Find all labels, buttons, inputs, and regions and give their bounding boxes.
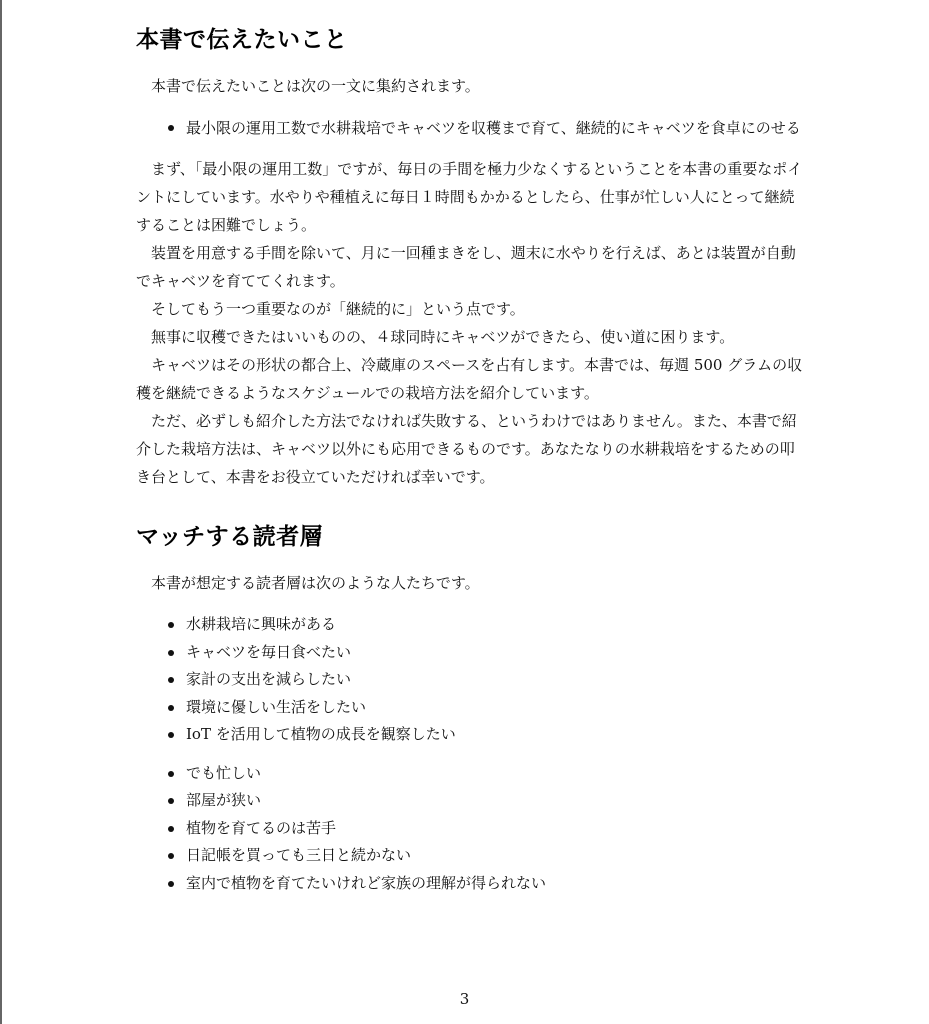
- list-item-text: IoT を活用して植物の成長を観察したい: [186, 725, 456, 743]
- bullet-icon: [168, 771, 174, 777]
- body-paragraph: まず、「最小限の運用工数」ですが、毎日の手間を極力少なくするということを本書の重要なポイントにしています。水やりや種植えに毎日１時間もかかるとしたら、仕事が忙しい人にとって継続することは困難でしょう。: [136, 160, 803, 234]
- section-heading-readers: マッチする読者層: [136, 524, 324, 550]
- list-item-text: 部屋が狭い: [186, 791, 262, 809]
- list-item-text: 水耕栽培に興味がある: [186, 615, 337, 633]
- list-item: [186, 842, 804, 870]
- list-item: [186, 721, 804, 749]
- list-item-text: キャベツを毎日食べたい: [186, 642, 352, 661]
- bullet-icon: [168, 826, 174, 832]
- reader-wants-list: [136, 611, 804, 749]
- body-paragraph: そしてもう一つ重要なのが「継続的に」という点です。: [151, 300, 525, 318]
- list-item-text: 家計の支出を減らしたい: [186, 670, 352, 688]
- bullet-icon: [168, 650, 174, 656]
- list-item-text: 日記帳を買っても三日と続かない: [186, 846, 412, 864]
- bullet-icon: [168, 881, 174, 887]
- core-message-text: 最小限の運用工数で水耕栽培でキャベツを収穫まで育て、継続的にキャベツを食卓にのせる: [186, 119, 801, 137]
- list-item-text: 植物を育てるのは苦手: [186, 818, 337, 837]
- list-item-text: 環境に優しい生活をしたい: [186, 697, 367, 716]
- list-item-text: 室内で植物を育てたいけれど家族の理解が得られない: [186, 873, 547, 892]
- list-item: [186, 639, 804, 667]
- body-paragraph: ただ、必ずしも紹介した方法でなければ失敗する、というわけではありません。また、本書で紹介した栽培方法は、キャベツ以外にも応用できるものです。あなたなりの水耕栽培をするための叩き台として、本書をお役立ていただければ幸いです。: [136, 412, 797, 486]
- list-item: [186, 787, 804, 815]
- purpose-body: [136, 155, 804, 491]
- body-paragraph: 装置を用意する手間を除いて、月に一回種まきをし、週末に水やりを行えば、あとは装置が自動でキャベツを育ててくれます。: [136, 244, 796, 290]
- list-item-text: でも忙しい: [186, 763, 262, 782]
- body-paragraph: 無事に収穫できたはいいものの、４球同時にキャベツができたら、使い道に困ります。: [151, 328, 735, 346]
- list-item: [186, 666, 804, 694]
- document-page: [136, 22, 804, 897]
- bullet-icon: [168, 677, 174, 683]
- section-heading-purpose: 本書で伝えたいこと: [136, 27, 348, 53]
- list-item: [186, 815, 804, 843]
- purpose-intro: 本書で伝えたいことは次の一文に集約されます。: [151, 77, 480, 95]
- bullet-icon: [168, 853, 174, 859]
- core-message-list: [136, 114, 804, 142]
- bullet-icon: [168, 798, 174, 804]
- reader-constraints-list: [136, 760, 804, 898]
- readers-intro: 本書が想定する読者層は次のような人たちです。: [151, 574, 480, 592]
- page-number: 3: [459, 990, 470, 1008]
- bullet-icon: [168, 622, 174, 628]
- list-item: [186, 870, 804, 898]
- bullet-icon: [168, 125, 174, 131]
- list-item: [186, 611, 804, 639]
- page-edge-line: [0, 0, 2, 1024]
- list-item: [186, 694, 804, 722]
- bullet-icon: [168, 732, 174, 738]
- list-item: [186, 114, 804, 142]
- list-item: [186, 760, 804, 788]
- bullet-icon: [168, 705, 174, 711]
- body-paragraph: キャベツはその形状の都合上、冷蔵庫のスペースを占有します。本書では、毎週 500 グラムの収穫を継続できるようなスケジュールでの栽培方法を紹介しています。: [136, 356, 803, 402]
